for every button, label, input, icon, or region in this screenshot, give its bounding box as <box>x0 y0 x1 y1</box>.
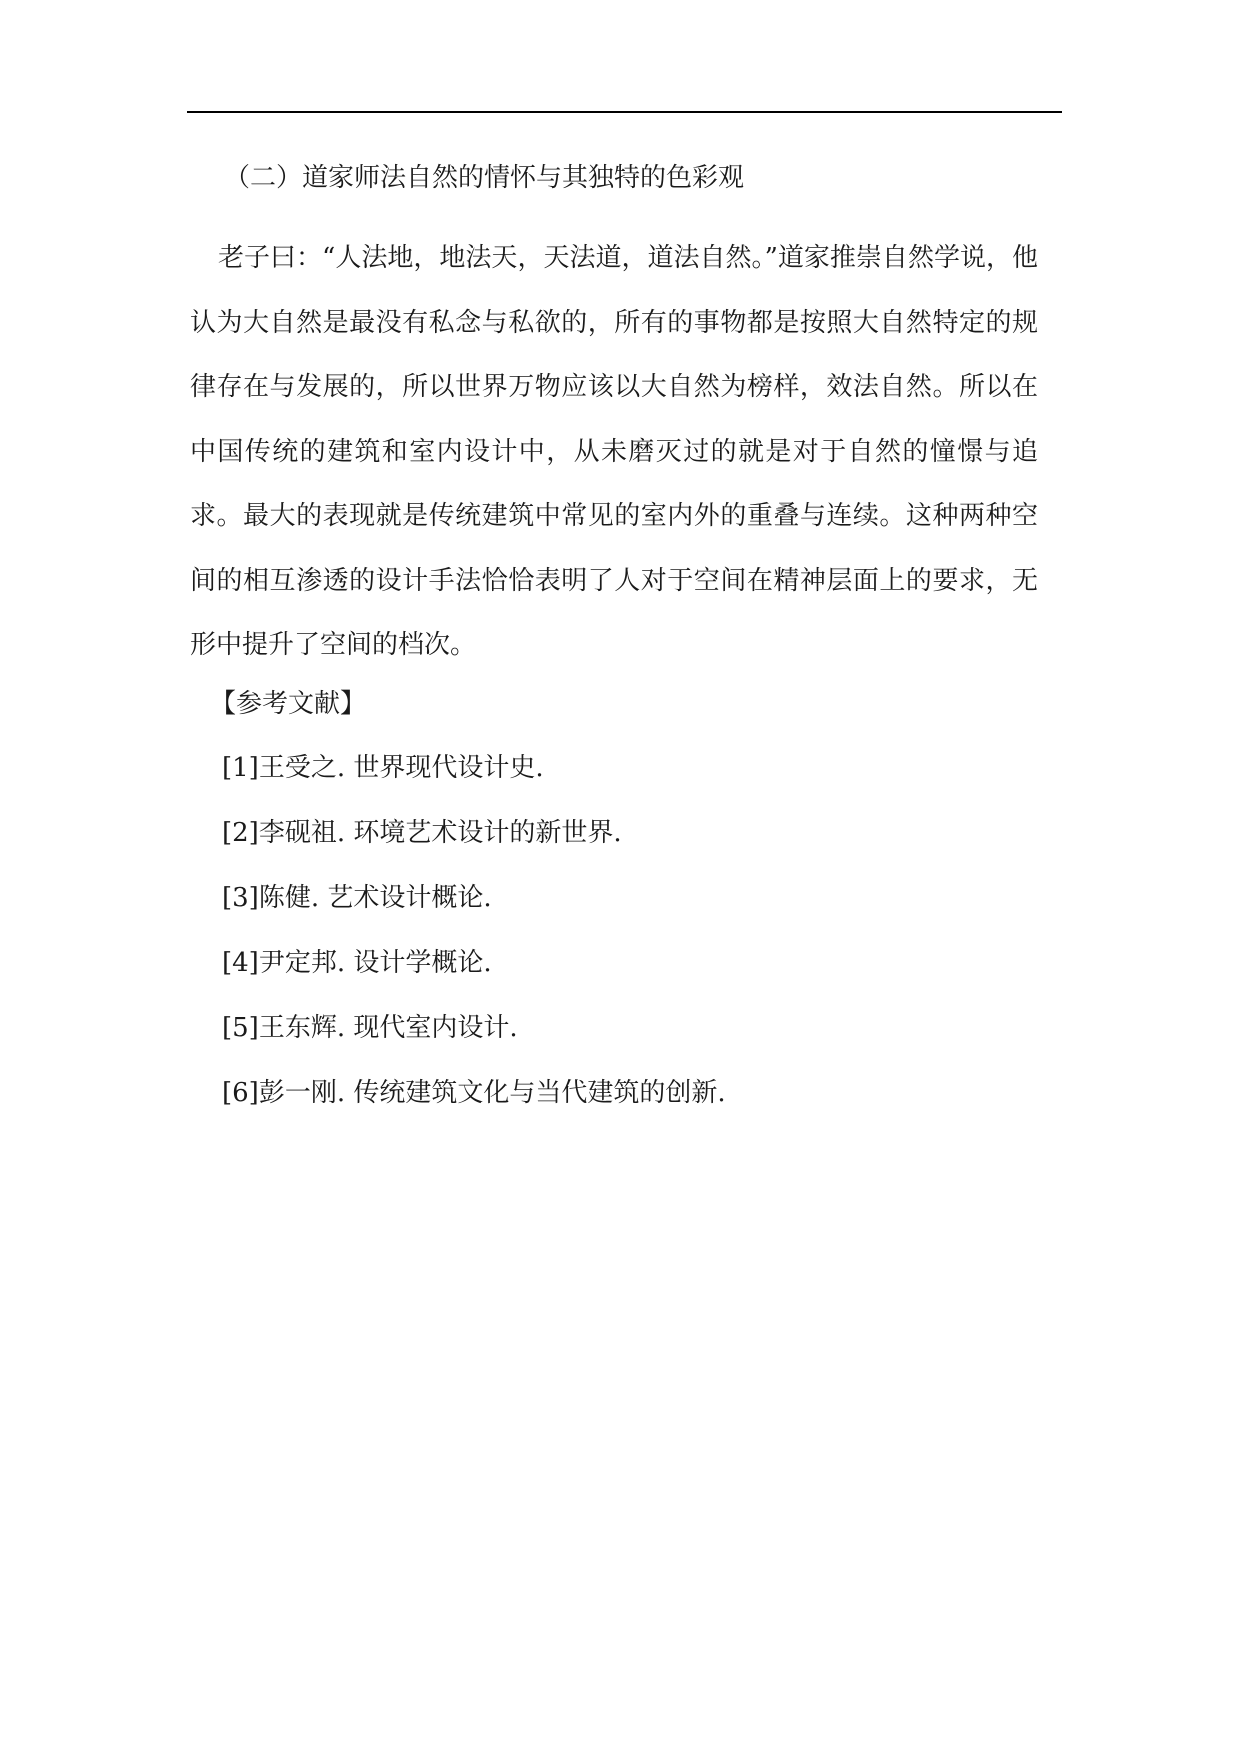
reference-item: [2]李砚祖. 环境艺术设计的新世界. <box>222 817 622 848</box>
body-paragraph: 老子曰：“人法地，地法天，天法道，道法自然。”道家推崇自然学说，他认为大自然是最没有私念与私欲的，所有的事物都是按照大自然特定的规律存在与发展的，所以世界万物应该以大自然为榜样，效法自然。所以在中国传统的建筑和室内设计中，从未磨灭过的就是对于自然的憧憬与追求。最大的表现就是传统建筑中常见的室内外的重叠与连续。这种两种空间的相互渗透的设计手法恰恰表明了人对于空间在精神层面上的要求，无形中提升了空间的档次。 <box>190 243 1038 660</box>
references-list <box>190 750 1038 1111</box>
reference-item: [5]王东辉. 现代室内设计. <box>222 1012 518 1043</box>
reference-item: [4]尹定邦. 设计学概论. <box>222 947 492 978</box>
reference-item: [6]彭一刚. 传统建筑文化与当代建筑的创新. <box>222 1077 726 1108</box>
header-rule <box>187 111 1062 113</box>
document-body <box>190 160 1038 1140</box>
reference-item: [3]陈健. 艺术设计概论. <box>222 882 492 913</box>
references-heading: 【参考文献】 <box>210 688 367 719</box>
reference-item: [1]王受之. 世界现代设计史. <box>222 752 544 783</box>
section-heading: （二）道家师法自然的情怀与其独特的色彩观 <box>224 163 745 193</box>
